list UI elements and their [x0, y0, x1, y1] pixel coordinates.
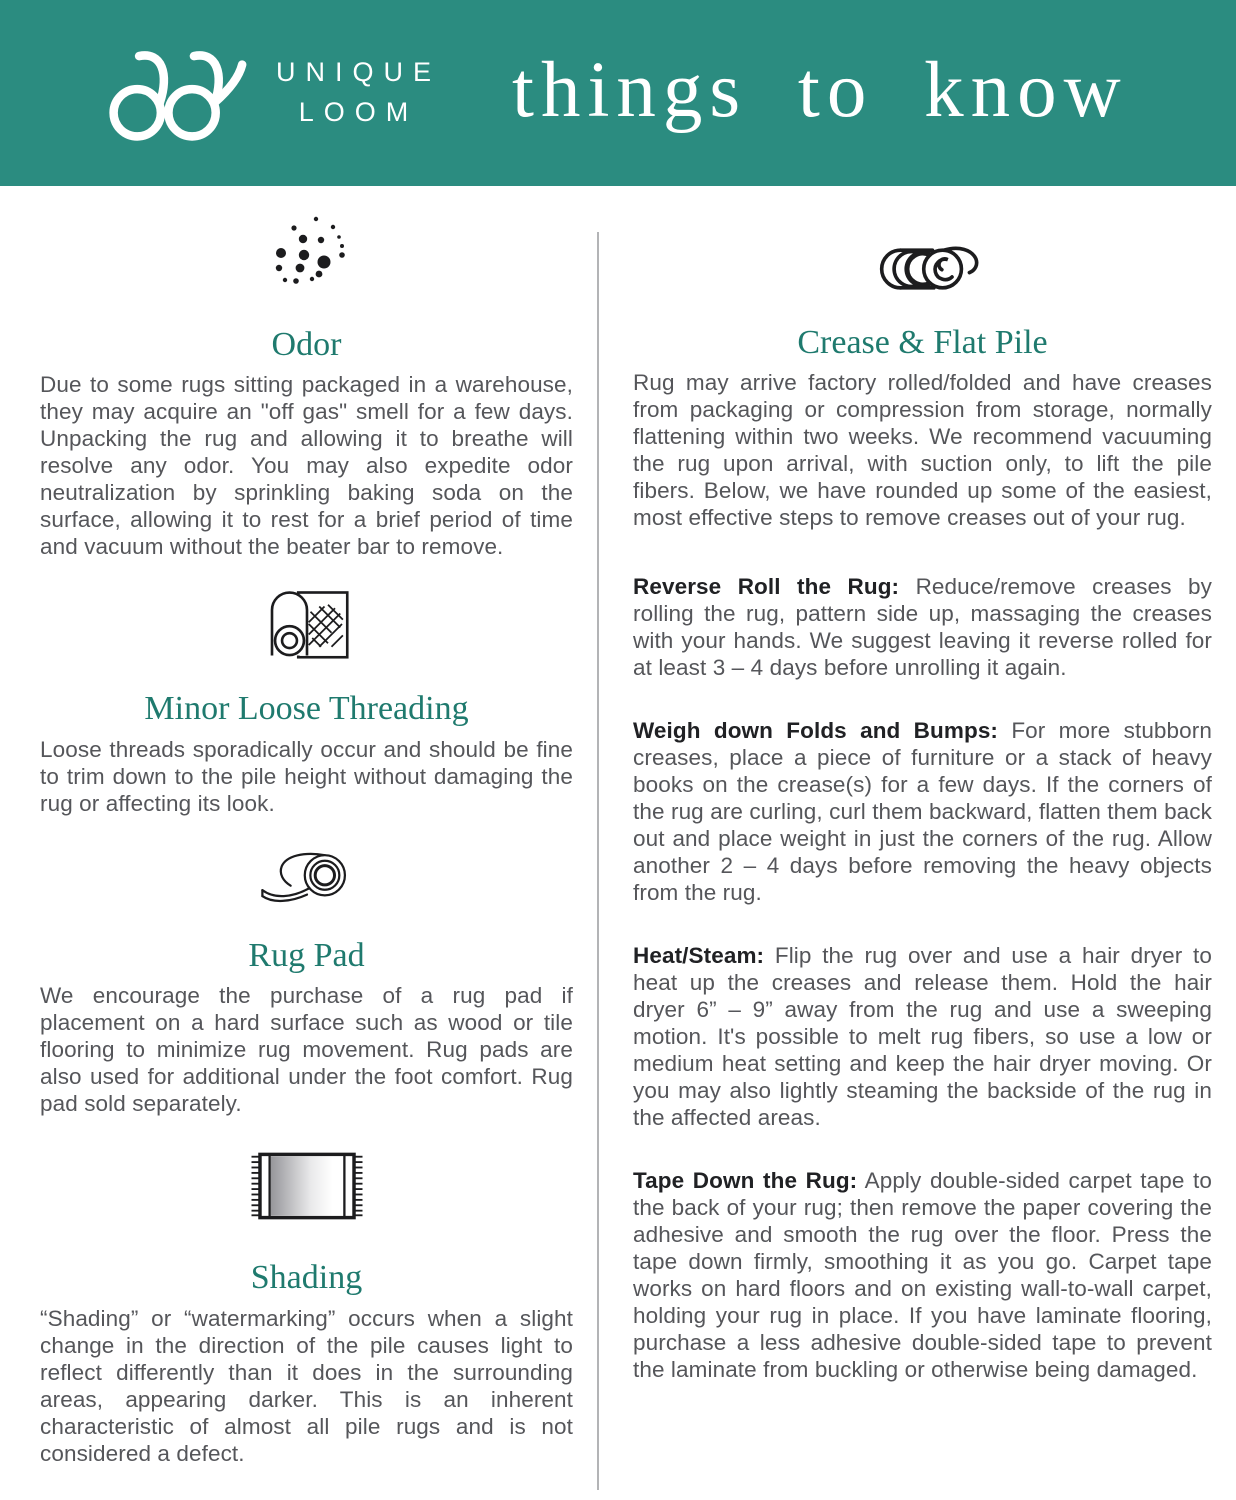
section-heading-rug-pad: Rug Pad	[248, 936, 365, 974]
rolled-rug-spiral-icon	[633, 240, 1212, 298]
brand-line1: UNIQUE	[276, 56, 442, 87]
tip-tape-down	[633, 1167, 1212, 1383]
section-heading-loose-threading: Minor Loose Threading	[144, 690, 469, 728]
tip-heat-steam-label: Heat/Steam:	[633, 943, 765, 969]
tip-tape-down-label: Tape Down the Rug:	[633, 1168, 858, 1194]
page-title: things to know	[512, 47, 1128, 134]
section-body-loose-threading: Loose threads sporadically occur and should be fine to trim down to the pile height without damaging the rug or affecting its look.	[40, 736, 573, 816]
left-column	[40, 186, 573, 1467]
section-heading-odor: Odor	[271, 326, 342, 363]
fringed-rug-icon	[40, 1149, 573, 1223]
unique-loom-logo-icon	[102, 40, 250, 144]
tip-weigh-down	[633, 717, 1212, 906]
section-body-shading: “Shading” or “watermarking” occurs when a slight change in the direction of the pile causes light to reflect differently than it does in the surrounding areas, appearing darker. This is an inherent characteristic of almost all pile rugs and is not considered a defect.	[40, 1305, 573, 1466]
brand-name	[276, 52, 441, 133]
rug-pad-roll-icon	[40, 847, 573, 905]
section-heading-crease-flat-pile: Crease & Flat Pile	[797, 324, 1048, 361]
tip-weigh-down-text: For more stubborn creases, place a piece of furniture or a stack of heavy books on the crease(s) for a few days. If the corners of the rug are curling, curl them backward, flatten them back out and place weight in just the corners of the rug. Allow another 2 – 4 days before removing the heavy objects from the rug.	[633, 718, 1212, 906]
brand-line2: LOOM	[298, 97, 419, 127]
tip-heat-steam	[633, 942, 1212, 1131]
tip-reverse-roll-label: Reverse Roll the Rug:	[633, 574, 900, 600]
right-column	[633, 186, 1212, 1383]
header	[0, 0, 1236, 186]
tip-weigh-down-label: Weigh down Folds and Bumps:	[633, 718, 999, 744]
column-divider	[597, 232, 599, 1490]
rolled-rug-crosshatch-icon	[40, 582, 573, 666]
odor-dots-icon	[40, 214, 573, 298]
tip-tape-down-text: Apply double-sided carpet tape to the back of your rug; then remove the paper covering the adhesive and smooth the rug over the floor. Press the tape down firmly, smoothing it as you go. Carpet tape works on hard floors and on existing wall-to-wall carpet, holding your rug in place. If you have laminate flooring, purchase a less adhesive double-sided tape to prevent the laminate from buckling or otherwise being damaged.	[633, 1168, 1212, 1383]
tip-reverse-roll	[633, 573, 1212, 681]
tip-reverse-roll-text: Reduce/remove creases by rolling the rug, pattern side up, massaging the creases with your hands. We suggest leaving it reverse rolled for at least 3 – 4 days before unrolling it again.	[633, 574, 1213, 681]
section-body-rug-pad: We encourage the purchase of a rug pad if placement on a hard surface such as wood or tile flooring to minimize rug movement. Rug pads are also used for additional under the foot comfort. Rug pad sold separately.	[40, 983, 573, 1117]
section-body-crease-intro: Rug may arrive factory rolled/folded and have creases from packaging or compression from storage, normally flattening within two weeks. We recommend vacuuming the rug upon arrival, with suction only, to lift the pile fibers. Below, we have rounded up some of the easiest, most effective steps to remove creases out of your rug.	[633, 370, 1212, 531]
brand	[102, 40, 441, 144]
section-heading-shading: Shading	[250, 1259, 363, 1297]
section-body-odor: Due to some rugs sitting packaged in a warehouse, they may acquire an "off gas" smell for a few days. Unpacking the rug and allowing it to breathe will resolve any odor. You may also expedite odor neutralization by sprinkling baking soda on the surface, allowing it to rest for a brief period of time and vacuum without the beater bar to remove.	[40, 372, 573, 560]
tip-heat-steam-text: Flip the rug over and use a hair dryer to heat up the creases and release them. Hold the hair dryer 6” – 9” away from the rug and use a sweeping motion. It's possible to melt rug fibers, so use a low or medium heat setting and keep the hair dryer moving. Or you may also lightly steaming the backside of the rug in the affected areas.	[633, 943, 1212, 1131]
